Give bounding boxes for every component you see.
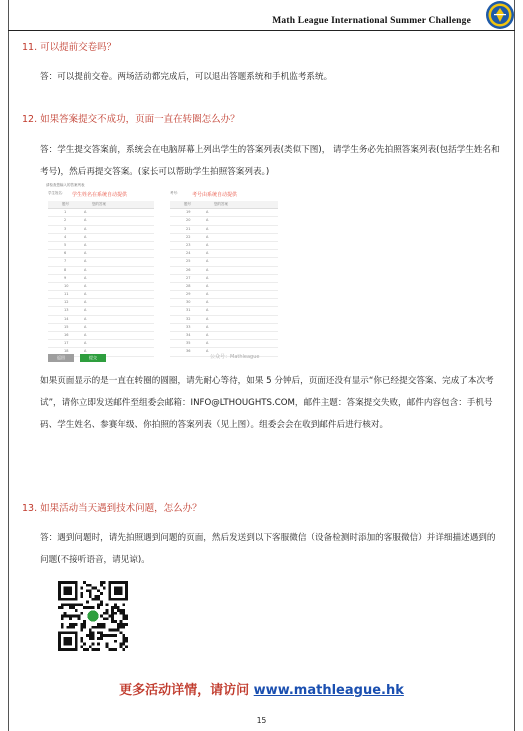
answer-table-left-body <box>48 201 154 357</box>
table-row <box>48 250 154 258</box>
table-row <box>170 258 278 266</box>
row-question: 26 <box>186 267 191 272</box>
table-row <box>48 299 154 307</box>
table-row <box>48 234 154 242</box>
row-question: 18 <box>64 349 69 354</box>
table-header <box>170 201 278 209</box>
col-answer: 您的答案 <box>92 202 106 206</box>
row-answer: A <box>206 226 209 231</box>
row-answer: A <box>84 341 87 346</box>
row-answer: A <box>206 210 209 215</box>
footer-cta <box>0 679 523 698</box>
row-question: 13 <box>64 308 69 313</box>
website-link[interactable]: www.mathleague.hk <box>253 683 404 698</box>
row-answer: A <box>84 308 87 313</box>
question-12: 12. 如果答案提交不成功，页面一直在转圈怎么办？ <box>22 114 240 125</box>
row-question: 29 <box>186 292 191 297</box>
row-question: 1 <box>64 210 67 215</box>
header-title: Math League International Summer Challenge <box>272 16 471 26</box>
exam-id-caption: 考号： <box>170 191 181 195</box>
table-row <box>170 291 278 299</box>
col-question: 题号 <box>184 202 191 206</box>
row-answer: A <box>84 333 87 337</box>
col-question: 题号 <box>62 202 69 206</box>
col-answer: 您的答案 <box>214 202 228 206</box>
table-row <box>48 316 154 324</box>
table-row <box>48 217 154 225</box>
row-question: 27 <box>186 275 191 280</box>
row-answer: A <box>206 324 209 329</box>
answer-12: 答：学生提交答案前，系统会在电脑屏幕上列出学生的答案列表(类似下图)， 请学生务必先拍照答案列表(包括学生姓名和考号)，然后再提交答案。(家长可以帮助学生拍照答案列表。) <box>40 145 500 177</box>
table-header <box>48 201 154 209</box>
row-answer: A <box>84 292 87 297</box>
row-answer: A <box>206 300 209 305</box>
table-row <box>170 275 278 283</box>
row-question: 10 <box>64 283 69 288</box>
table-row <box>48 258 154 266</box>
exam-id-label: 考号由系统自动提供 <box>192 192 238 198</box>
row-question: 15 <box>64 324 69 329</box>
row-question: 8 <box>64 267 67 272</box>
row-question: 9 <box>64 275 67 280</box>
row-answer: A <box>206 242 209 247</box>
table-row <box>48 324 154 332</box>
table-row <box>48 340 154 348</box>
table-row <box>48 283 154 291</box>
row-question: 3 <box>64 226 67 231</box>
row-answer: A <box>84 251 87 256</box>
table-row <box>48 209 154 217</box>
row-question: 36 <box>186 349 191 354</box>
table-row <box>170 283 278 291</box>
row-question: 20 <box>186 218 191 223</box>
row-answer: A <box>84 218 87 223</box>
question-13: 13. 如果活动当天遇到技术问题，怎么办？ <box>22 503 202 514</box>
row-answer: A <box>206 251 209 256</box>
answer-13: 答：遇到问题时，请先拍照遇到问题的页面，然后发送到以下客服微信（设备检测时添加的客服微信）并详细描述遇到的问题(不接听语音，请见谅)。 <box>40 533 496 565</box>
table-row <box>170 217 278 225</box>
row-answer: A <box>206 283 209 288</box>
row-answer: A <box>206 316 209 321</box>
row-question: 32 <box>186 316 191 321</box>
answer-11: 答：可以提前交卷。两场活动都完成后，可以退出答题系统和手机监考系统。 <box>40 72 333 82</box>
submit-button[interactable]: 提交 <box>80 354 106 362</box>
row-answer: A <box>84 283 87 288</box>
table-row <box>48 332 154 340</box>
row-answer: A <box>206 308 209 313</box>
table-row <box>170 267 278 275</box>
row-question: 28 <box>186 283 191 288</box>
row-question: 34 <box>186 333 191 337</box>
row-question: 17 <box>64 341 69 346</box>
table-row <box>48 226 154 234</box>
row-question: 22 <box>186 234 191 239</box>
row-answer: A <box>206 218 209 223</box>
row-answer: A <box>206 292 209 297</box>
wechat-qr-code-icon <box>58 581 128 651</box>
student-name-label: 学生姓名在系统自动提供 <box>72 192 128 198</box>
page-header <box>8 0 515 31</box>
row-answer: A <box>206 349 209 354</box>
table-row <box>48 307 154 315</box>
table-row <box>48 275 154 283</box>
row-question: 6 <box>64 251 67 256</box>
row-answer: A <box>206 267 209 272</box>
row-answer: A <box>84 234 87 239</box>
row-question: 12 <box>64 300 69 305</box>
row-question: 35 <box>186 341 191 346</box>
row-question: 7 <box>64 259 67 264</box>
footer-cta-text: 更多活动详情，请访问 <box>119 683 254 698</box>
watermark: 公众号：Mathleague <box>210 354 260 360</box>
table-row <box>170 250 278 258</box>
table-row <box>170 332 278 340</box>
student-name-caption: 学生姓名： <box>48 191 66 195</box>
table-row <box>170 209 278 217</box>
table-row <box>170 340 278 348</box>
row-answer: A <box>84 349 87 354</box>
row-answer: A <box>206 259 209 264</box>
row-answer: A <box>84 210 87 215</box>
row-answer: A <box>206 234 209 239</box>
table-row <box>170 316 278 324</box>
row-question: 23 <box>186 242 191 247</box>
table-row <box>170 242 278 250</box>
row-question: 30 <box>186 300 191 305</box>
row-question: 25 <box>186 259 191 264</box>
row-question: 24 <box>186 251 191 256</box>
table-row <box>170 226 278 234</box>
row-answer: A <box>84 324 87 329</box>
row-answer: A <box>84 300 87 305</box>
table-row <box>170 324 278 332</box>
back-button[interactable]: 返回 <box>48 354 74 362</box>
answer-list-screenshot <box>46 183 282 365</box>
row-answer: A <box>84 226 87 231</box>
row-answer: A <box>206 333 209 337</box>
table-row <box>48 242 154 250</box>
row-question: 11 <box>64 292 69 297</box>
row-question: 21 <box>186 226 191 231</box>
row-question: 33 <box>186 324 191 329</box>
math-league-logo-icon <box>485 0 515 30</box>
row-question: 19 <box>186 210 191 215</box>
row-answer: A <box>84 259 87 264</box>
row-question: 14 <box>64 316 69 321</box>
table-row <box>170 307 278 315</box>
page-number: 15 <box>256 716 267 725</box>
row-answer: A <box>84 316 87 321</box>
row-question: 4 <box>64 234 67 239</box>
row-question: 2 <box>64 218 67 223</box>
row-question: 16 <box>64 333 69 337</box>
row-answer: A <box>206 341 209 346</box>
followup-12: 如果页面显示的是一直在转圈的圆圈，请先耐心等待，如果 5 分钟后，页面还没有显示“你已经提交答案、完成了本次考试”，请你立即发送邮件至组委会邮箱：INFO@LTHOUGHTS.COM，邮件主题：答案提交失败，邮件内容包含：手机号码、学生姓名、参赛年级、你拍照的答案列表（见上图）。组委会会在收到邮件后进行核对。 <box>40 376 494 430</box>
table-row <box>170 234 278 242</box>
table-row <box>48 291 154 299</box>
answer-table-left <box>48 191 154 354</box>
row-answer: A <box>84 275 87 280</box>
row-question: 5 <box>64 242 67 247</box>
row-answer: A <box>84 242 87 247</box>
row-answer: A <box>84 267 87 272</box>
table-row <box>48 267 154 275</box>
answer-table-right-body <box>170 201 278 357</box>
table-row <box>170 299 278 307</box>
row-question: 31 <box>186 308 191 313</box>
question-11: 11. 可以提前交卷吗？ <box>22 42 117 53</box>
answer-table-right <box>170 191 278 354</box>
screenshot-prefix: 请检查您输入的答案列表 <box>46 183 85 187</box>
row-answer: A <box>206 275 209 280</box>
